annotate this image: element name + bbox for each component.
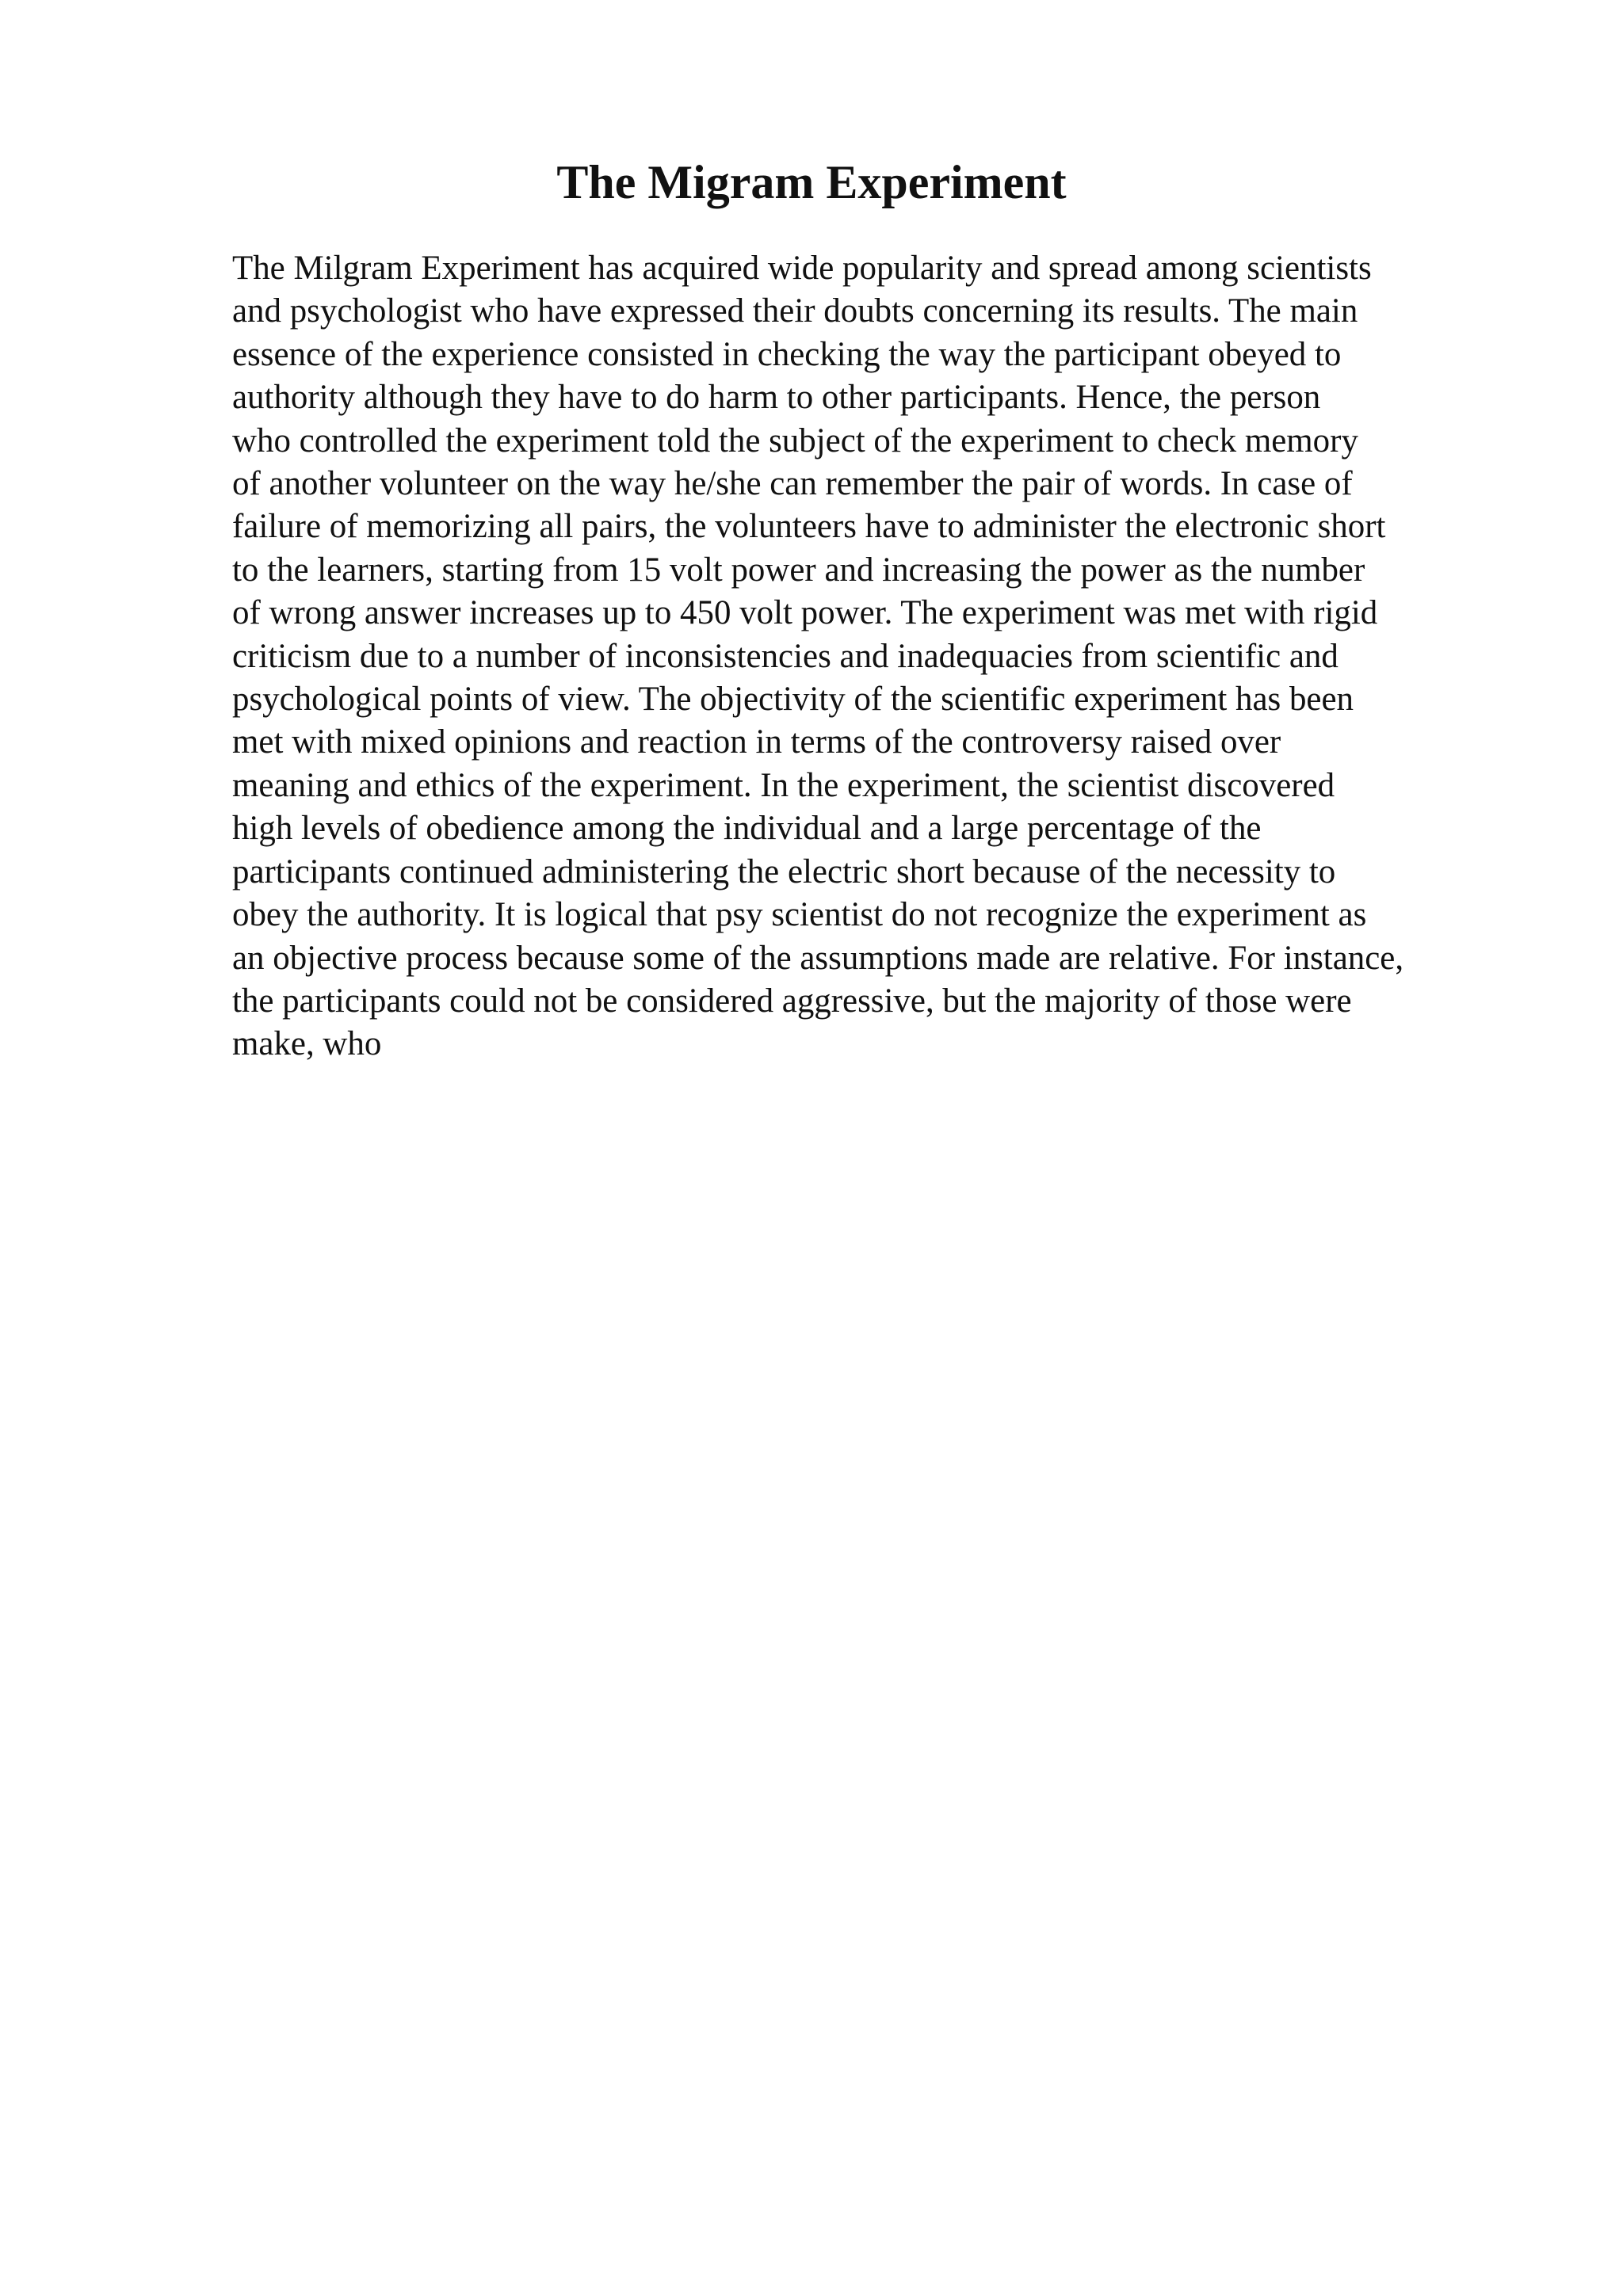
body-line-1: The Milgram Experiment has acquired wide popularity and spread among scientists xyxy=(232,250,1372,287)
document-body xyxy=(232,247,1611,1066)
body-line-15: participants continued administering the electric short because of the necessity to xyxy=(232,852,1336,891)
body-line-10: criticism due to a number of inconsistencies and inadequacies from scientific and xyxy=(232,637,1338,675)
body-line-7: failure of memorizing all pairs, the volunteers have to administer the electronic short xyxy=(232,508,1386,546)
document-title: The Migram Experiment xyxy=(556,156,1067,208)
body-line-18: the participants could not be considered aggressive, but the majority of those were xyxy=(232,982,1352,1020)
body-line-4: authority although they have to do harm to other participants. Hence, the person xyxy=(232,379,1321,417)
body-line-8: to the learners, starting from 15 volt power and increasing the power as the number xyxy=(232,551,1365,589)
body-line-9: of wrong answer increases up to 450 volt power. The experiment was met with rigid xyxy=(232,594,1378,632)
body-line-3: essence of the experience consisted in checking the way the participant obeyed to xyxy=(232,335,1342,373)
body-line-2: and psychologist who have expressed their doubts concerning its results. The main xyxy=(232,292,1358,330)
body-line-17: an objective process because some of the assumptions made are relative. For instance, xyxy=(232,939,1404,977)
body-line-6: of another volunteer on the way he/she can remember the pair of words. In case of xyxy=(232,465,1353,503)
body-line-19: make, who xyxy=(232,1025,382,1063)
body-line-12: met with mixed opinions and reaction in terms of the controversy raised over xyxy=(232,723,1281,761)
body-line-13: meaning and ethics of the experiment. In the experiment, the scientist discovered xyxy=(232,766,1335,804)
body-line-16: obey the authority. It is logical that psy scientist do not recognize the experiment as xyxy=(232,896,1367,934)
body-line-14: high levels of obedience among the individual and a large percentage of the xyxy=(232,810,1262,848)
body-line-11: psychological points of view. The objectivity of the scientific experiment has been xyxy=(232,681,1354,719)
body-line-5: who controlled the experiment told the subject of the experiment to check memory xyxy=(232,421,1358,460)
